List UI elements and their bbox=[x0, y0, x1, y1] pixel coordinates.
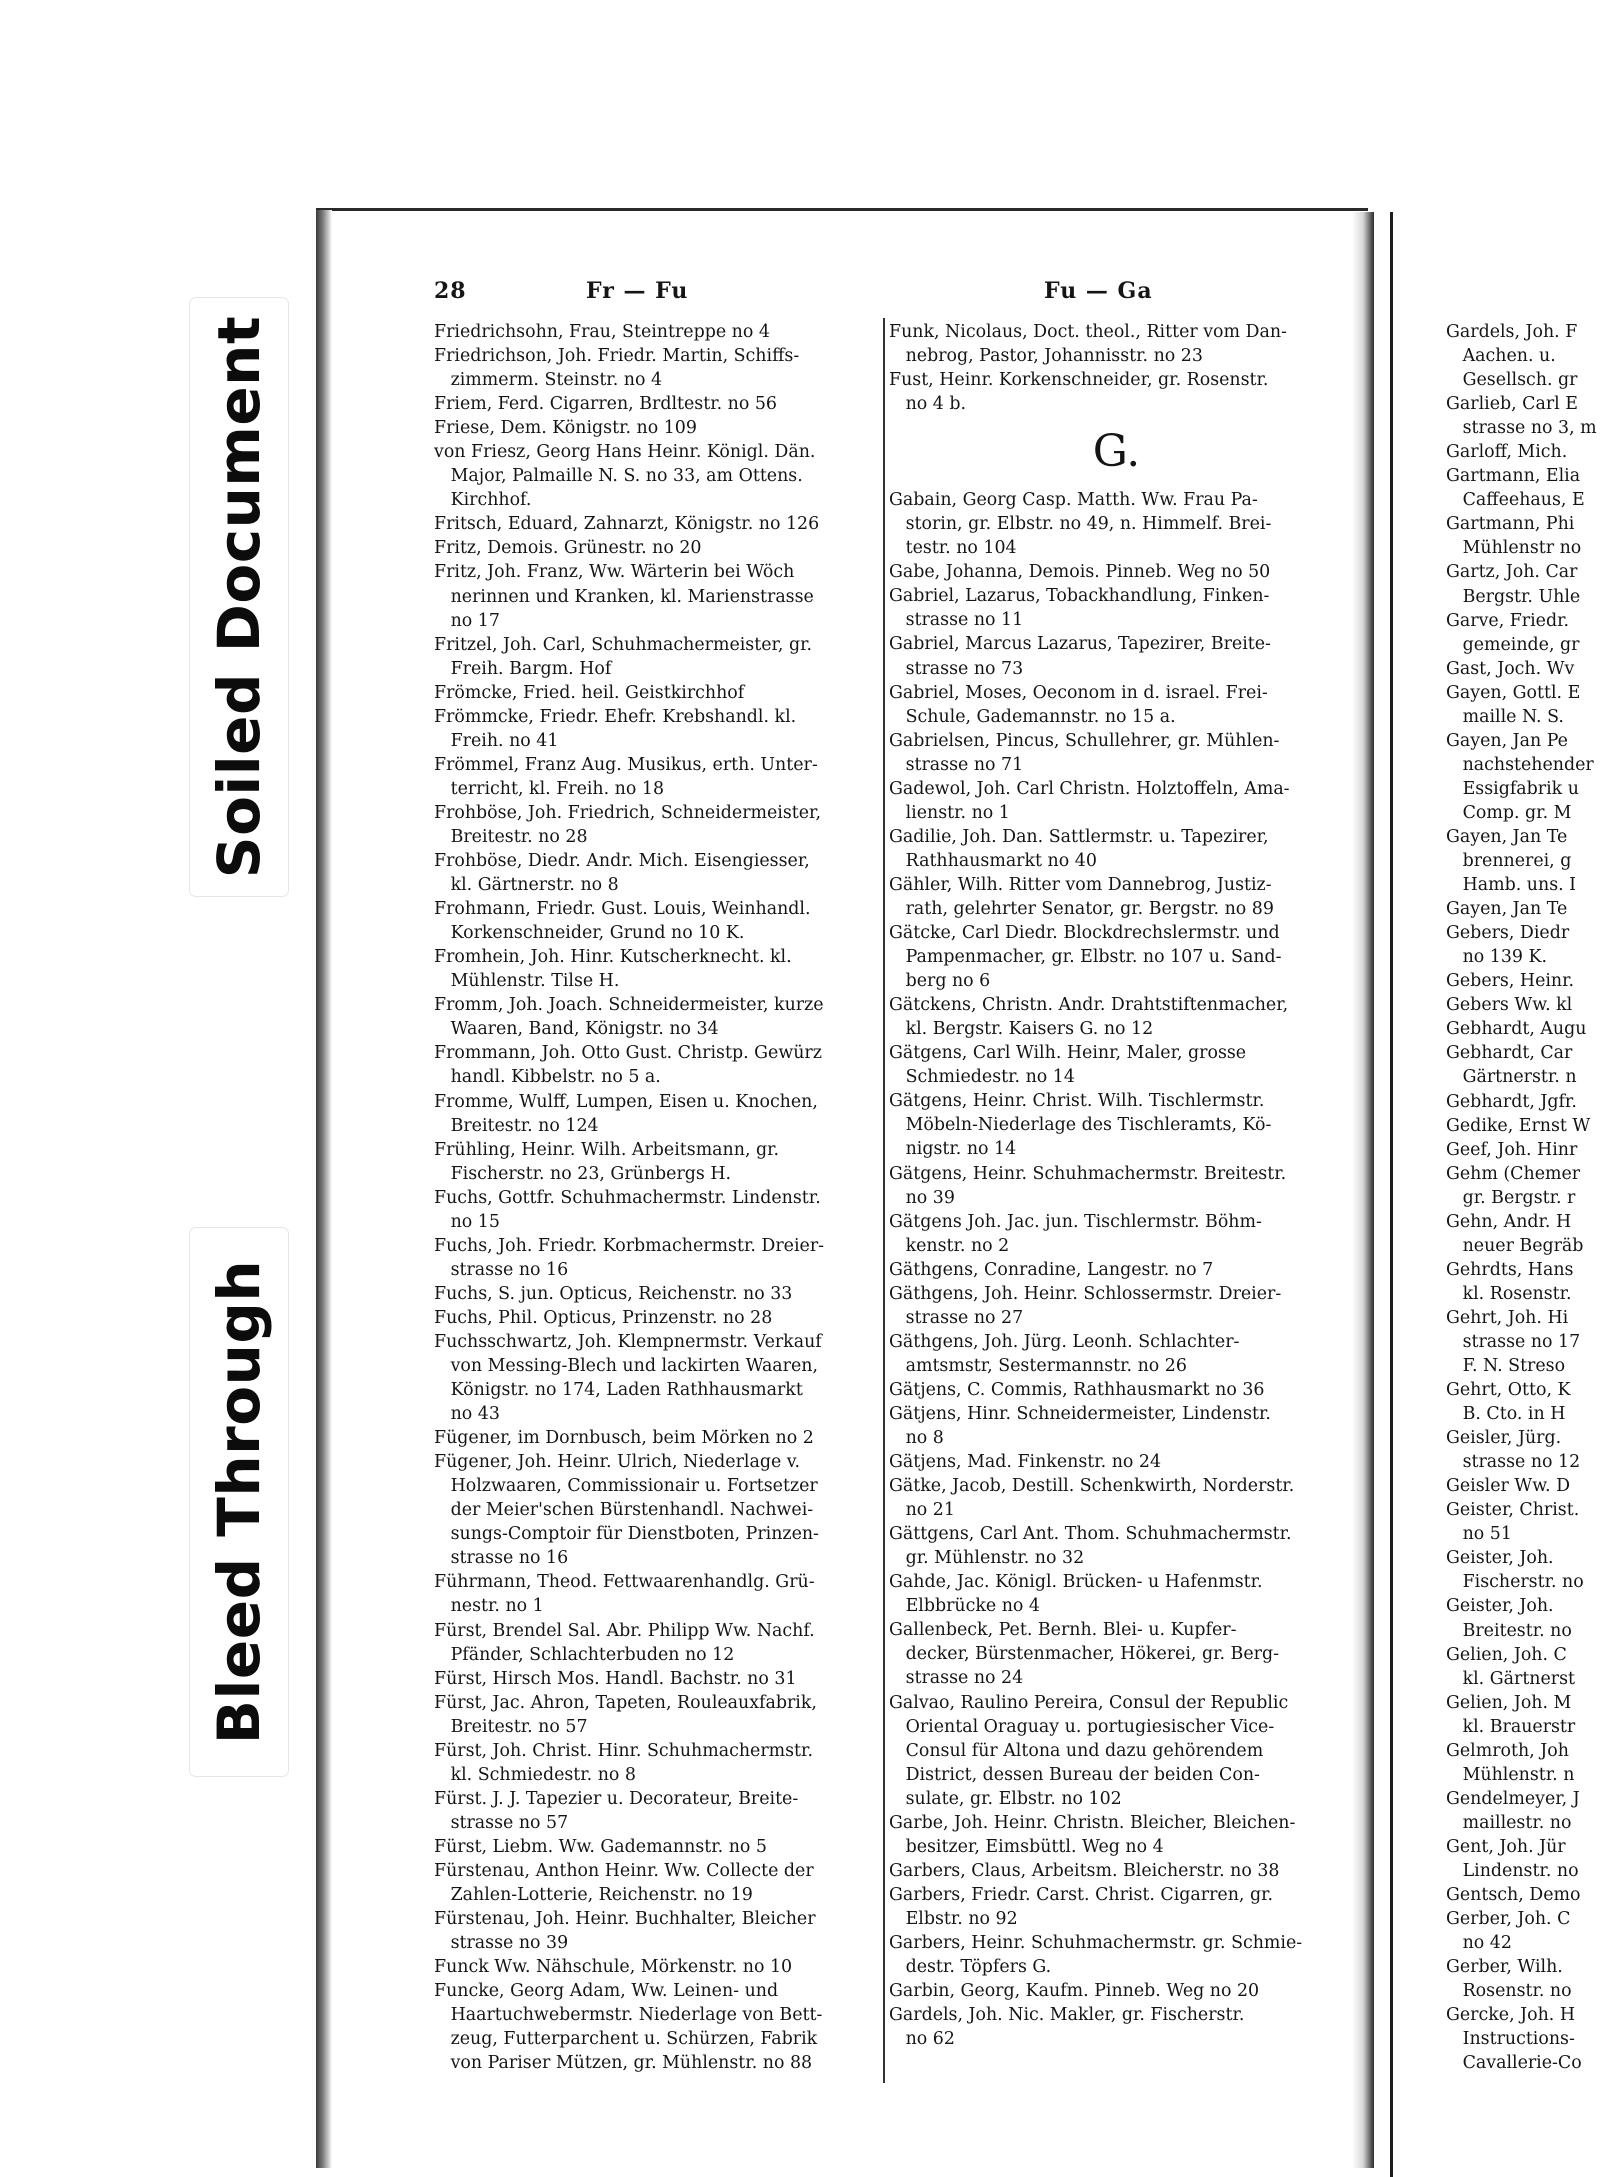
directory-entry-line: Friem, Ferd. Cigarren, Brdltestr. no 56 bbox=[434, 394, 777, 415]
directory-entry-line: Geef, Joh. Hinr bbox=[1446, 1139, 1578, 1160]
directory-entry-line: nachstehender bbox=[1446, 754, 1594, 775]
directory-entry-line: Gartmann, Phi bbox=[1446, 514, 1575, 535]
directory-entry-line: Gehrdts, Hans bbox=[1446, 1259, 1574, 1280]
directory-entry-line: sungs-Comptoir für Dienstboten, Prinzen- bbox=[434, 1524, 819, 1545]
directory-entry-line: von Messing-Blech und lackirten Waaren, bbox=[434, 1356, 819, 1377]
directory-entry-line: Gelien, Joh. C bbox=[1446, 1644, 1567, 1665]
directory-entry-line: Fürst, Hirsch Mos. Handl. Bachstr. no 31 bbox=[434, 1668, 797, 1689]
directory-entry-line: strasse no 16 bbox=[434, 1259, 569, 1280]
directory-entry-line: gr. Mühlenstr. no 32 bbox=[889, 1548, 1085, 1569]
directory-entry-line: Gehrt, Joh. Hi bbox=[1446, 1307, 1569, 1328]
directory-entry-line: Fuchs, Phil. Opticus, Prinzenstr. no 28 bbox=[434, 1307, 773, 1328]
running-head-right: Fu — Ga bbox=[1044, 278, 1153, 304]
directory-entry-line: kl. Bergstr. Kaisers G. no 12 bbox=[889, 1019, 1154, 1040]
directory-entry-line: Galvao, Raulino Pereira, Consul der Republic bbox=[889, 1692, 1289, 1713]
directory-entry-line: Breitestr. no 28 bbox=[434, 826, 588, 847]
bleed-through-label: Bleed Through bbox=[205, 1259, 273, 1745]
directory-entry-line: Breitestr. no bbox=[1446, 1620, 1572, 1641]
directory-entry-line: Friedrichson, Joh. Friedr. Martin, Schiffs- bbox=[434, 346, 800, 367]
directory-entry-line: sulate, gr. Elbstr. no 102 bbox=[889, 1788, 1122, 1809]
bleed-through-stamp bbox=[190, 1228, 288, 1776]
directory-entry-line: Lindenstr. no bbox=[1446, 1861, 1579, 1881]
directory-entry-line: Zahlen-Lotterie, Reichenstr. no 19 bbox=[434, 1885, 753, 1906]
directory-entry-line: Gätjens, Mad. Finkenstr. no 24 bbox=[889, 1452, 1162, 1473]
directory-entry-line: Schule, Gademannstr. no 15 a. bbox=[889, 706, 1176, 727]
directory-entry-line: Königstr. no 174, Laden Rathhausmarkt bbox=[434, 1380, 803, 1401]
directory-entry-line: Fritz, Demois. Grünestr. no 20 bbox=[434, 538, 702, 559]
directory-entry-line: Fischerstr. no 23, Grünbergs H. bbox=[434, 1163, 732, 1184]
directory-entry-line: Fuchs, Joh. Friedr. Korbmachermstr. Dreier- bbox=[434, 1235, 825, 1256]
running-head-left: Fr — Fu bbox=[586, 278, 689, 304]
directory-entry-line: brennerei, g bbox=[1446, 851, 1572, 872]
directory-entry-line: Frohmann, Friedr. Gust. Louis, Weinhandl. bbox=[434, 899, 811, 920]
directory-entry-line: maille N. S. bbox=[1446, 706, 1564, 727]
directory-entry-line: Gehm (Chemer bbox=[1446, 1163, 1581, 1184]
directory-entry-line: Funk, Nicolaus, Doct. theol., Ritter vom Dan- bbox=[889, 322, 1287, 342]
directory-entry-line: Mühlenstr no bbox=[1446, 538, 1582, 559]
directory-entry-line: Gent, Joh. Jür bbox=[1446, 1836, 1566, 1857]
directory-entry-line: Gerber, Wilh. bbox=[1446, 1957, 1563, 1978]
directory-entry-line: amtsmstr, Sestermannstr. no 26 bbox=[889, 1355, 1187, 1376]
directory-entry-line: no 43 bbox=[434, 1404, 500, 1425]
directory-entry-line: Gercke, Joh. H bbox=[1446, 2005, 1575, 2026]
directory-entry-line: strasse no 3, m bbox=[1446, 418, 1597, 439]
column-divider bbox=[883, 318, 885, 2083]
directory-entry-line: strasse no 39 bbox=[434, 1933, 569, 1954]
directory-entry-line: Major, Palmaille N. S. no 33, am Ottens. bbox=[434, 466, 803, 487]
directory-entry-line: Gartmann, Elia bbox=[1446, 466, 1581, 487]
directory-entry-line: Fürst, Liebm. Ww. Gademannstr. no 5 bbox=[434, 1836, 767, 1857]
directory-entry-line: Gebers, Heinr. bbox=[1446, 971, 1575, 992]
directory-entry-line: Gehrt, Otto, K bbox=[1446, 1380, 1571, 1401]
directory-entry-line: Gätgens Joh. Jac. jun. Tischlermstr. Böhm- bbox=[889, 1211, 1262, 1232]
directory-entry-line: Gartz, Joh. Car bbox=[1446, 562, 1578, 583]
directory-entry-line: Waaren, Band, Königstr. no 34 bbox=[434, 1019, 719, 1040]
directory-entry-line: Gesellsch. gr bbox=[1446, 370, 1578, 391]
directory-entry-line: Instructions- bbox=[1446, 2029, 1575, 2050]
directory-entry-line: Fritzel, Joh. Carl, Schuhmachermeister, gr. bbox=[434, 634, 813, 655]
directory-entry-line: Fuchsschwartz, Joh. Klempnermstr. Verkauf bbox=[434, 1331, 822, 1352]
directory-entry-line: Gadilie, Joh. Dan. Sattlermstr. u. Tapezirer, bbox=[889, 826, 1269, 847]
directory-entry-line: neuer Begräb bbox=[1446, 1235, 1584, 1256]
directory-entry-line: gemeinde, gr bbox=[1446, 634, 1580, 655]
directory-entry-line: Gebers Ww. kl bbox=[1446, 995, 1573, 1016]
directory-entry-line: Gäthgens, Joh. Heinr. Schlossermstr. Dreier- bbox=[889, 1283, 1282, 1304]
directory-entry-line: Holzwaaren, Commissionair u. Fortsetzer bbox=[434, 1476, 818, 1497]
directory-entry-line: Frommann, Joh. Otto Gust. Christp. Gewürz bbox=[434, 1043, 822, 1064]
directory-entry-line: Friedrichsohn, Frau, Steintreppe no 4 bbox=[434, 322, 770, 342]
directory-entry-line: Mühlenstr. n bbox=[1446, 1764, 1575, 1785]
directory-entry-line: Gayen, Jan Pe bbox=[1446, 730, 1568, 751]
directory-entry-line: Gärtnerstr. n bbox=[1446, 1067, 1577, 1088]
directory-entry-line: Frohböse, Joh. Friedrich, Schneidermeister, bbox=[434, 802, 821, 823]
directory-entry-line: Gätke, Jacob, Destill. Schenkwirth, Norderstr. bbox=[889, 1476, 1295, 1497]
page-edge bbox=[1352, 212, 1374, 2168]
directory-entry-line: Fritsch, Eduard, Zahnarzt, Königstr. no 126 bbox=[434, 514, 820, 535]
directory-entry-line: Freih. no 41 bbox=[434, 730, 559, 751]
directory-entry-line: Geister, Joh. bbox=[1446, 1548, 1554, 1569]
directory-entry-line: B. Cto. in H bbox=[1446, 1404, 1566, 1425]
directory-entry-line: Fischerstr. no bbox=[1446, 1572, 1584, 1593]
directory-entry-line: no 4 b. bbox=[889, 394, 967, 415]
directory-entry-line: Breitestr. no 124 bbox=[434, 1115, 599, 1136]
directory-entry-line: no 8 bbox=[889, 1428, 944, 1449]
directory-entry-line: Oriental Oraguay u. portugiesischer Vice- bbox=[889, 1716, 1275, 1737]
directory-entry-line: maillestr. no bbox=[1446, 1812, 1572, 1833]
directory-entry-line: Pampenmacher, gr. Elbstr. no 107 u. Sand- bbox=[889, 947, 1282, 968]
directory-entry-line: Fromhein, Joh. Hinr. Kutscherknecht. kl. bbox=[434, 947, 792, 968]
directory-entry-line: Frömmel, Franz Aug. Musikus, erth. Unter- bbox=[434, 754, 818, 775]
directory-entry-line: Fügener, im Dornbusch, beim Mörken no 2 bbox=[434, 1428, 814, 1449]
directory-entry-line: Rathhausmarkt no 40 bbox=[889, 850, 1097, 871]
soiled-document-label: Soiled Document bbox=[205, 315, 273, 879]
directory-entry-line: Garloff, Mich. bbox=[1446, 442, 1568, 463]
directory-entry-line: District, dessen Bureau der beiden Con- bbox=[889, 1764, 1260, 1785]
directory-entry-line: terricht, kl. Freih. no 18 bbox=[434, 778, 665, 799]
directory-entry-line: Gäthgens, Joh. Jürg. Leonh. Schlachter- bbox=[889, 1331, 1240, 1352]
directory-entry-line: Gehn, Andr. H bbox=[1446, 1211, 1572, 1232]
directory-entry-line: strasse no 73 bbox=[889, 658, 1024, 679]
directory-entry-line: no 15 bbox=[434, 1211, 500, 1232]
directory-entry-line: decker, Bürstenmacher, Hökerei, gr. Berg- bbox=[889, 1644, 1279, 1665]
directory-entry-line: Gardels, Joh. Nic. Makler, gr. Fischerstr. bbox=[889, 2005, 1245, 2026]
directory-entry-line: Funcke, Georg Adam, Ww. Leinen- und bbox=[434, 1981, 779, 2002]
directory-entry-line: Fürst, Joh. Christ. Hinr. Schuhmachermstr. bbox=[434, 1740, 813, 1761]
directory-entry-line: Pfänder, Schlachterbuden no 12 bbox=[434, 1644, 735, 1665]
directory-entry-line: Garbin, Georg, Kaufm. Pinneb. Weg no 20 bbox=[889, 1981, 1260, 2002]
directory-entry-line: rath, gelehrter Senator, gr. Bergstr. no 89 bbox=[889, 898, 1274, 919]
directory-entry-line: destr. Töpfers G. bbox=[889, 1957, 1052, 1978]
directory-entry-line: Gayen, Jan Te bbox=[1446, 826, 1568, 847]
directory-entry-line: nerinnen und Kranken, kl. Marienstrasse bbox=[434, 586, 814, 607]
gutter-shadow bbox=[316, 210, 332, 2168]
directory-entry-line: Fürstenau, Joh. Heinr. Buchhalter, Bleicher bbox=[434, 1909, 816, 1930]
directory-entry-line: strasse no 24 bbox=[889, 1668, 1024, 1689]
directory-entry-line: von Friesz, Georg Hans Heinr. Königl. Dän. bbox=[434, 442, 816, 463]
directory-entry-line: Gayen, Gottl. E bbox=[1446, 682, 1581, 703]
directory-entry-line: no 51 bbox=[1446, 1524, 1512, 1545]
directory-entry-line: Fügener, Joh. Heinr. Ulrich, Niederlage v. bbox=[434, 1452, 801, 1473]
directory-entry-line: Gätgens, Heinr. Schuhmachermstr. Breitestr. bbox=[889, 1163, 1287, 1184]
directory-entry-line: zeug, Futterparchent u. Schürzen, Fabrik bbox=[434, 2029, 818, 2050]
directory-entry-line: Gähler, Wilh. Ritter vom Dannebrog, Justiz- bbox=[889, 874, 1272, 895]
directory-entry-line: Gätcke, Carl Diedr. Blockdrechslermstr. und bbox=[889, 923, 1280, 944]
directory-entry-line: Garbers, Claus, Arbeitsm. Bleicherstr. no 38 bbox=[889, 1860, 1280, 1881]
directory-entry-line: Consul für Altona und dazu gehörendem bbox=[889, 1740, 1264, 1761]
directory-entry-line: Frömmcke, Friedr. Ehefr. Krebshandl. kl. bbox=[434, 706, 797, 727]
directory-entry-line: Elbbrücke no 4 bbox=[889, 1596, 1040, 1617]
directory-entry-line: Essigfabrik u bbox=[1446, 778, 1579, 799]
directory-entry-line: Möbeln-Niederlage des Tischleramts, Kö- bbox=[889, 1115, 1272, 1136]
directory-entry-line: Fromm, Joh. Joach. Schneidermeister, kurze bbox=[434, 995, 824, 1016]
directory-entry-line: handl. Kibbelstr. no 5 a. bbox=[434, 1067, 661, 1088]
directory-entry-line: Garlieb, Carl E bbox=[1446, 394, 1578, 415]
directory-entry-line: Fürst, Brendel Sal. Abr. Philipp Ww. Nachf. bbox=[434, 1620, 815, 1641]
directory-entry-line: Bergstr. Uhle bbox=[1446, 586, 1581, 607]
directory-entry-line: Breitestr. no 57 bbox=[434, 1716, 588, 1737]
directory-entry-line: Gättgens, Carl Ant. Thom. Schuhmachermstr. bbox=[889, 1524, 1292, 1545]
directory-entry-line: no 21 bbox=[889, 1500, 955, 1521]
soiled-document-stamp bbox=[190, 298, 288, 896]
directory-entry-line: Haartuchwebermstr. Niederlage von Bett- bbox=[434, 2005, 823, 2026]
directory-entry-line: Elbstr. no 92 bbox=[889, 1908, 1018, 1929]
directory-entry-line: Gadewol, Joh. Carl Christn. Holztoffeln, Ama- bbox=[889, 778, 1290, 799]
right-column bbox=[889, 320, 1344, 2051]
directory-entry-line: Fürst, Jac. Ahron, Tapeten, Rouleauxfabrik, bbox=[434, 1692, 817, 1713]
directory-entry-line: storin, gr. Elbstr. no 49, n. Himmelf. Brei- bbox=[889, 514, 1272, 535]
directory-entry-line: von Pariser Mützen, gr. Mühlenstr. no 88 bbox=[434, 2053, 813, 2074]
directory-entry-line: Comp. gr. M bbox=[1446, 802, 1572, 823]
directory-entry-line: kl. Schmiedestr. no 8 bbox=[434, 1764, 636, 1785]
directory-entry-line: Gahde, Jac. Königl. Brücken- u Hafenmstr. bbox=[889, 1572, 1263, 1593]
directory-entry-line: strasse no 27 bbox=[889, 1307, 1024, 1328]
directory-entry-line: Gabrielsen, Pincus, Schullehrer, gr. Mühlen- bbox=[889, 730, 1280, 751]
directory-entry-line: testr. no 104 bbox=[889, 538, 1017, 559]
directory-entry-line: Fuchs, Gottfr. Schuhmachermstr. Lindenstr. bbox=[434, 1187, 821, 1208]
directory-entry-line: strasse no 57 bbox=[434, 1812, 569, 1833]
directory-entry-line: Funck Ww. Nähschule, Mörkenstr. no 10 bbox=[434, 1957, 793, 1978]
directory-entry-line: Kirchhof. bbox=[434, 490, 532, 511]
directory-entry-line: kl. Brauerstr bbox=[1446, 1716, 1576, 1737]
directory-entry-line: strasse no 16 bbox=[434, 1548, 569, 1569]
directory-entry-line: Frohböse, Diedr. Andr. Mich. Eisengiesser, bbox=[434, 851, 810, 872]
directory-entry-line: Gardels, Joh. F bbox=[1446, 322, 1578, 342]
directory-entry-line: nigstr. no 14 bbox=[889, 1139, 1017, 1160]
directory-entry-line: no 17 bbox=[434, 610, 500, 631]
directory-entry-line: Gendelmeyer, J bbox=[1446, 1788, 1580, 1809]
directory-entry-line: Fritz, Joh. Franz, Ww. Wärterin bei Wöch bbox=[434, 562, 795, 583]
page-number: 28 bbox=[434, 278, 467, 304]
directory-entry-line: Geisler Ww. D bbox=[1446, 1476, 1571, 1497]
directory-entry-line: zimmerm. Steinstr. no 4 bbox=[434, 370, 663, 391]
directory-entry-line: Fürst. J. J. Tapezier u. Decorateur, Breite- bbox=[434, 1788, 799, 1809]
directory-entry-line: Gentsch, Demo bbox=[1446, 1885, 1581, 1906]
directory-entry-line: besitzer, Eimsbüttl. Weg no 4 bbox=[889, 1836, 1164, 1857]
directory-entry-line: Friese, Dem. Königstr. no 109 bbox=[434, 418, 697, 439]
directory-entry-line: Gäthgens, Conradine, Langestr. no 7 bbox=[889, 1259, 1214, 1280]
directory-entry-line: nestr. no 1 bbox=[434, 1596, 544, 1617]
directory-entry-line: Gätjens, C. Commis, Rathhausmarkt no 36 bbox=[889, 1379, 1265, 1400]
directory-entry-line: F. N. Streso bbox=[1446, 1356, 1566, 1377]
directory-entry-line: Gedike, Ernst W bbox=[1446, 1115, 1591, 1136]
left-column bbox=[434, 320, 882, 2075]
directory-entry-line: Gebhardt, Augu bbox=[1446, 1019, 1587, 1040]
directory-entry-line: no 39 bbox=[889, 1187, 955, 1208]
directory-entry-line: Hamb. uns. I bbox=[1446, 875, 1577, 896]
directory-entry-line: Caffeehaus, E bbox=[1446, 490, 1585, 511]
directory-entry-line: Gabriel, Moses, Oeconom in d. israel. Frei- bbox=[889, 682, 1268, 703]
directory-entry-line: nebrog, Pastor, Johannisstr. no 23 bbox=[889, 346, 1203, 367]
directory-entry-line: Gabe, Johanna, Demois. Pinneb. Weg no 50 bbox=[889, 562, 1271, 583]
directory-entry-line: Aachen. u. bbox=[1446, 346, 1556, 367]
directory-entry-line: Freih. Bargm. Hof bbox=[434, 658, 612, 679]
directory-entry-line: strasse no 71 bbox=[889, 754, 1024, 775]
directory-entry-line: Gerber, Joh. C bbox=[1446, 1909, 1571, 1930]
section-letter: G. bbox=[1092, 426, 1141, 478]
directory-entry-line: no 42 bbox=[1446, 1933, 1512, 1954]
directory-entry-line: Gelien, Joh. M bbox=[1446, 1692, 1572, 1713]
directory-entry-line: kenstr. no 2 bbox=[889, 1235, 1010, 1256]
directory-entry-line: Cavallerie-Co bbox=[1446, 2053, 1582, 2074]
directory-entry-line: kl. Gärtnerstr. no 8 bbox=[434, 875, 619, 896]
directory-entry-line: Gabriel, Lazarus, Tobackhandlung, Finken- bbox=[889, 586, 1270, 607]
directory-entry-line: Fromme, Wulff, Lumpen, Eisen u. Knochen, bbox=[434, 1091, 818, 1112]
directory-entry-line: Gelmroth, Joh bbox=[1446, 1740, 1569, 1761]
directory-entry-line: Gätjens, Hinr. Schneidermeister, Lindenstr. bbox=[889, 1403, 1271, 1424]
directory-entry-line: kl. Rosenstr. bbox=[1446, 1283, 1572, 1304]
directory-entry-line: Korkenschneider, Grund no 10 K. bbox=[434, 923, 745, 944]
directory-entry-line: no 139 K. bbox=[1446, 947, 1548, 968]
directory-entry-line: lienstr. no 1 bbox=[889, 802, 1010, 823]
directory-entry-line: Frühling, Heinr. Wilh. Arbeitsmann, gr. bbox=[434, 1139, 780, 1160]
directory-entry-line: Geister, Christ. bbox=[1446, 1500, 1580, 1521]
directory-entry-line: der Meier'schen Bürstenhandl. Nachwei- bbox=[434, 1500, 814, 1521]
directory-entry-line: Rosenstr. no bbox=[1446, 1981, 1572, 2002]
directory-entry-line: strasse no 11 bbox=[889, 610, 1024, 631]
directory-entry-line: Fust, Heinr. Korkenschneider, gr. Rosenstr. bbox=[889, 370, 1269, 391]
directory-entry-line: Garve, Friedr. bbox=[1446, 610, 1570, 631]
directory-entry-line: Frömcke, Fried. heil. Geistkirchhof bbox=[434, 682, 745, 703]
directory-entry-line: Schmiedestr. no 14 bbox=[889, 1067, 1075, 1088]
directory-entry-line: Gätgens, Carl Wilh. Heinr, Maler, grosse bbox=[889, 1043, 1247, 1064]
directory-entry-line: Gätgens, Heinr. Christ. Wilh. Tischlermstr. bbox=[889, 1091, 1265, 1112]
directory-entry-line: Mühlenstr. Tilse H. bbox=[434, 971, 620, 992]
directory-entry-line: Gallenbeck, Pet. Bernh. Blei- u. Kupfer- bbox=[889, 1620, 1237, 1641]
directory-entry-line: strasse no 17 bbox=[1446, 1331, 1581, 1352]
directory-entry-line: Garbe, Joh. Heinr. Christn. Bleicher, Bleichen- bbox=[889, 1812, 1296, 1833]
directory-entry-line: Gabriel, Marcus Lazarus, Tapezirer, Breite- bbox=[889, 634, 1271, 655]
directory-entry-line: Gast, Joch. Wv bbox=[1446, 658, 1575, 679]
directory-entry-line: Gabain, Georg Casp. Matth. Ww. Frau Pa- bbox=[889, 490, 1258, 511]
directory-entry-line: Fuchs, S. jun. Opticus, Reichenstr. no 33 bbox=[434, 1283, 793, 1304]
directory-entry-line: Gebhardt, Car bbox=[1446, 1043, 1573, 1064]
directory-entry-line: Fürstenau, Anthon Heinr. Ww. Collecte der bbox=[434, 1861, 814, 1881]
directory-entry-line: Gebhardt, Jgfr. bbox=[1446, 1091, 1577, 1112]
directory-entry-line: no 62 bbox=[889, 2029, 955, 2050]
directory-entry-line: strasse no 12 bbox=[1446, 1452, 1581, 1473]
next-page-column bbox=[1446, 320, 1600, 2075]
directory-entry-line: berg no 6 bbox=[889, 971, 991, 992]
directory-entry-line: Gebers, Diedr bbox=[1446, 923, 1570, 944]
directory-entry-line: Garbers, Heinr. Schuhmachermstr. gr. Schmie- bbox=[889, 1933, 1303, 1953]
directory-entry-line: Garbers, Friedr. Carst. Christ. Cigarren, gr. bbox=[889, 1884, 1274, 1905]
directory-entry-line: kl. Gärtnerst bbox=[1446, 1668, 1576, 1689]
directory-entry-line: Geisler, Jürg. bbox=[1446, 1428, 1562, 1449]
directory-entry-line: Geister, Joh. bbox=[1446, 1596, 1554, 1617]
directory-entry-line: gr. Bergstr. r bbox=[1446, 1187, 1576, 1208]
directory-entry-line: Führmann, Theod. Fettwaarenhandlg. Grü- bbox=[434, 1572, 815, 1593]
directory-entry-line: Gätckens, Christn. Andr. Drahtstiftenmacher, bbox=[889, 995, 1289, 1016]
directory-entry-line: Gayen, Jan Te bbox=[1446, 899, 1568, 920]
